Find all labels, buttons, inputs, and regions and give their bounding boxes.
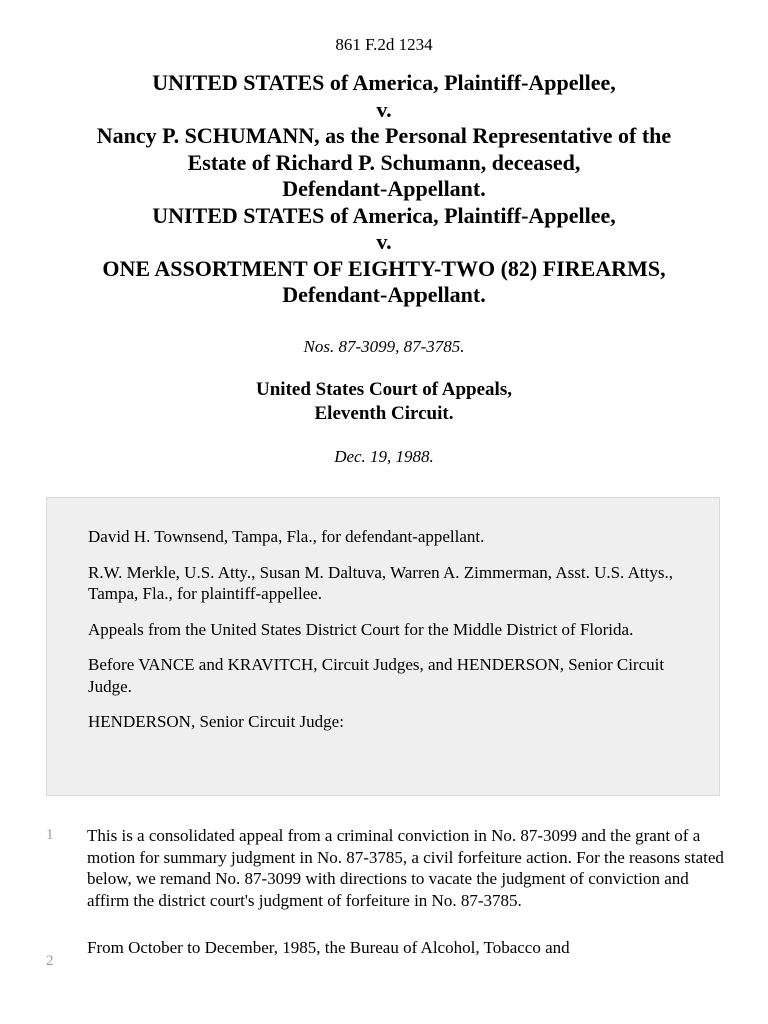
opinion-author: HENDERSON, Senior Circuit Judge: <box>88 712 344 731</box>
case-caption <box>0 70 768 309</box>
docket-numbers: Nos. 87-3099, 87-3785. <box>303 336 465 356</box>
caption-line: v. <box>376 229 392 254</box>
paragraph-number: 2 <box>46 953 54 969</box>
appellant-counsel: David H. Townsend, Tampa, Fla., for defendant-appellant. <box>88 527 485 546</box>
counsel-info-box <box>46 497 720 796</box>
judicial-panel: Before VANCE and KRAVITCH, Circuit Judges, and HENDERSON, Senior Circuit Judge. <box>88 655 665 696</box>
caption-line: Defendant-Appellant. <box>282 176 486 201</box>
caption-line: v. <box>376 96 392 122</box>
paragraph-text: From October to December, 1985, the Bureau of Alcohol, Tobacco and <box>87 938 570 957</box>
caption-line: ONE ASSORTMENT OF EIGHTY-TWO (82) FIREARMS, <box>102 255 666 281</box>
caption-line: UNITED STATES of America, Plaintiff-Appellee, <box>152 202 616 228</box>
court-name-line: United States Court of Appeals, <box>256 378 512 400</box>
appellee-counsel: R.W. Merkle, U.S. Atty., Susan M. Daltuva, Warren A. Zimmerman, Asst. U.S. Attys., Tampa, Fla., for plaintiff-appellee. <box>88 562 673 603</box>
caption-line: Estate of Richard P. Schumann, deceased, <box>187 149 581 175</box>
paragraph-number: 1 <box>46 827 54 843</box>
court-name <box>0 378 768 426</box>
appeal-origin: Appeals from the United States District Court for the Middle District of Florida. <box>88 619 634 639</box>
opinion-paragraph <box>0 937 768 969</box>
case-citation: 861 F.2d 1234 <box>335 35 433 54</box>
caption-line: Nancy P. SCHUMANN, as the Personal Representative of the <box>96 123 672 148</box>
decision-date: Dec. 19, 1988. <box>334 446 434 466</box>
caption-line: Defendant-Appellant. <box>282 282 486 307</box>
paragraph-text: This is a consolidated appeal from a criminal conviction in No. 87-3099 and the grant of a motion for summary judgment in No. 87-3785, a civil forfeiture action. For the reasons stated below, we remand No. 87-3099 with directions to vacate the judgment of conviction and affirm the district court's judgment of forfeiture in No. 87-3785. <box>87 826 724 910</box>
court-circuit-line: Eleventh Circuit. <box>314 402 454 424</box>
opinion-paragraph <box>0 825 768 911</box>
opinion-body <box>0 825 768 985</box>
caption-line: UNITED STATES of America, Plaintiff-Appellee, <box>152 70 616 95</box>
